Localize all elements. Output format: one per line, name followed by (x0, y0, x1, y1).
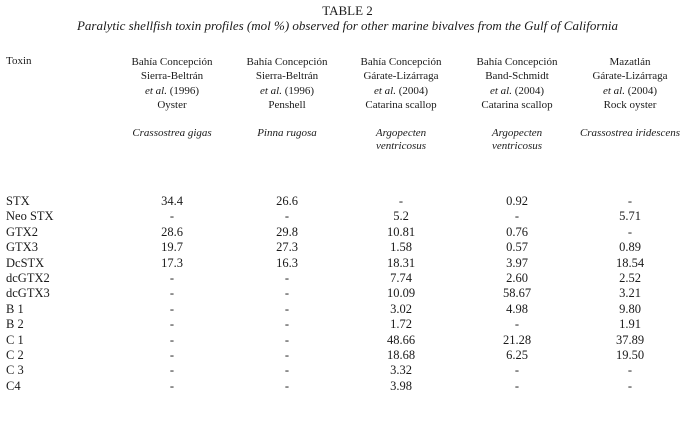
column-authors: Sierra-Beltrán (140, 70, 204, 83)
table-cell: - (514, 317, 520, 332)
column-etal: et al. (489, 84, 512, 97)
table-cell: - (398, 194, 404, 208)
column-common-name: Penshell (268, 99, 306, 112)
table-cell: - (284, 286, 290, 301)
table-cell: - (169, 347, 175, 362)
table-cell: 1.72 (390, 317, 412, 332)
table-cell: 26.6 (276, 194, 298, 208)
table-cell: - (169, 363, 175, 378)
column-species (112, 127, 232, 141)
table-row (0, 209, 695, 224)
column-species (570, 127, 690, 141)
table-cell: - (284, 301, 290, 316)
table-row (0, 348, 695, 363)
column-common-name: Catarina scallop (481, 99, 553, 112)
toxin-name: B 2 (6, 317, 24, 332)
column-header (341, 55, 461, 154)
column-etal: et al. (144, 84, 167, 97)
column-species-line2: ventricosus (491, 140, 543, 153)
toxin-name: dcGTX3 (6, 286, 50, 301)
table-cell: 21.28 (502, 332, 532, 347)
table-cell: - (514, 209, 520, 224)
column-citation (341, 84, 461, 98)
toxin-name: DcSTX (6, 255, 45, 270)
column-citation (457, 84, 577, 98)
column-etal: et al. (602, 84, 625, 97)
table-cell: - (284, 317, 290, 332)
table-cell: 0.76 (506, 224, 528, 239)
toxin-name: C4 (6, 378, 21, 393)
column-year: (2004) (398, 84, 429, 97)
table-cell: - (514, 363, 520, 378)
column-authors: Sierra-Beltrán (255, 70, 319, 83)
table-cell: - (284, 347, 290, 362)
toxin-name: Neo STX (6, 209, 54, 224)
toxin-name: B 1 (6, 301, 24, 316)
table-cell: 10.09 (386, 286, 416, 301)
table-cell: - (627, 224, 633, 239)
table-cell: 18.54 (615, 255, 645, 270)
table-cell: 48.66 (386, 332, 416, 347)
column-header (227, 55, 347, 140)
table-cell: 0.89 (619, 240, 641, 255)
column-location: Mazatlán (609, 56, 651, 68)
table-cell: - (169, 209, 175, 224)
column-location: Bahía Concepción (131, 56, 213, 68)
column-species-line1: Argopecten (375, 126, 427, 139)
table-cell: 3.97 (506, 255, 528, 270)
table-cell: 28.6 (161, 224, 183, 239)
table-row (0, 194, 695, 209)
column-location: Bahía Concepción (476, 56, 558, 68)
column-species-line1: Pinna rugosa (257, 126, 317, 139)
table-cell: - (169, 317, 175, 332)
table-row (0, 379, 695, 394)
column-location: Bahía Concepción (360, 56, 442, 68)
column-species-line1: Argopecten (491, 126, 543, 139)
table-cell: 10.81 (386, 224, 416, 239)
table-cell: - (284, 332, 290, 347)
table-row (0, 240, 695, 255)
table-row (0, 286, 695, 301)
column-year: (2004) (627, 84, 658, 97)
table-row (0, 363, 695, 378)
table-cell: 19.50 (615, 347, 645, 362)
column-species-line1: Crassostrea iridescens (579, 126, 681, 139)
column-authors: Gárate-Lizárraga (363, 70, 439, 83)
table-cell: 0.92 (506, 194, 528, 208)
toxin-column-header: Toxin (6, 55, 32, 67)
table-cell: 27.3 (276, 240, 298, 255)
table-cell: - (627, 363, 633, 378)
table-cell: 5.2 (393, 209, 409, 224)
column-citation (112, 84, 232, 98)
table-cell: 18.31 (386, 255, 416, 270)
column-etal: et al. (259, 84, 282, 97)
column-species (227, 127, 347, 141)
table-cell: 1.91 (619, 317, 641, 332)
table-cell: 34.4 (161, 194, 183, 208)
table-cell: 3.21 (619, 286, 641, 301)
table-cell: - (284, 363, 290, 378)
toxin-name: C 2 (6, 347, 24, 362)
column-species-line1: Crassostrea gigas (132, 126, 212, 139)
table-cell: - (627, 194, 633, 208)
table-title: TABLE 2 (322, 3, 373, 18)
column-species (457, 127, 577, 154)
table-cell: 6.25 (506, 347, 528, 362)
table-caption: Paralytic shellfish toxin profiles (mol %) observed for other marine bivalves from the Gulf of California (76, 18, 618, 33)
column-location: Bahía Concepción (246, 56, 328, 68)
table-cell: 0.57 (506, 240, 528, 255)
table-cell: - (169, 332, 175, 347)
toxin-name: GTX3 (6, 240, 38, 255)
column-common-name: Catarina scallop (365, 99, 437, 112)
table-cell: 17.3 (161, 255, 183, 270)
table-row (0, 225, 695, 240)
table-cell: - (169, 378, 175, 393)
column-species-line2: ventricosus (375, 140, 427, 153)
toxin-name: C 1 (6, 332, 24, 347)
table-cell: - (169, 270, 175, 285)
column-header (112, 55, 232, 140)
table-cell: 37.89 (615, 332, 645, 347)
table-cell: 16.3 (276, 255, 298, 270)
toxin-name: GTX2 (6, 224, 38, 239)
table-cell: - (169, 301, 175, 316)
column-year: (2004) (514, 84, 545, 97)
toxin-name: STX (6, 194, 30, 208)
column-etal: et al. (373, 84, 396, 97)
table-cell: 5.71 (619, 209, 641, 224)
table-cell: 29.8 (276, 224, 298, 239)
column-common-name: Rock oyster (603, 99, 657, 112)
column-authors: Gárate-Lizárraga (592, 70, 668, 83)
table-row (0, 302, 695, 317)
toxin-name: C 3 (6, 363, 24, 378)
table-cell: 3.98 (390, 378, 412, 393)
table-cell: 3.32 (390, 363, 412, 378)
column-year: (1996) (284, 84, 315, 97)
table-cell: 19.7 (161, 240, 183, 255)
column-citation (227, 84, 347, 98)
column-species (341, 127, 461, 154)
table-cell: 1.58 (390, 240, 412, 255)
table-row (0, 256, 695, 271)
table-cell: 4.98 (506, 301, 528, 316)
table-cell: - (284, 209, 290, 224)
column-header (457, 55, 577, 154)
table-cell: 2.60 (506, 270, 528, 285)
table-cell: 18.68 (386, 347, 416, 362)
table-body (0, 194, 695, 394)
column-authors: Band-Schmidt (485, 70, 549, 83)
toxin-name: dcGTX2 (6, 270, 50, 285)
column-year: (1996) (169, 84, 200, 97)
column-common-name: Oyster (157, 99, 187, 112)
table-row (0, 333, 695, 348)
table-cell: 2.52 (619, 270, 641, 285)
column-header (570, 55, 690, 140)
table-cell: 58.67 (502, 286, 532, 301)
table-cell: - (514, 378, 520, 393)
table-cell: - (627, 378, 633, 393)
column-citation (570, 84, 690, 98)
table-cell: - (284, 378, 290, 393)
table-cell: - (284, 270, 290, 285)
table-row (0, 317, 695, 332)
table-cell: 9.80 (619, 301, 641, 316)
table-row (0, 271, 695, 286)
table-cell: 3.02 (390, 301, 412, 316)
table-cell: 7.74 (390, 270, 412, 285)
table-cell: - (169, 286, 175, 301)
